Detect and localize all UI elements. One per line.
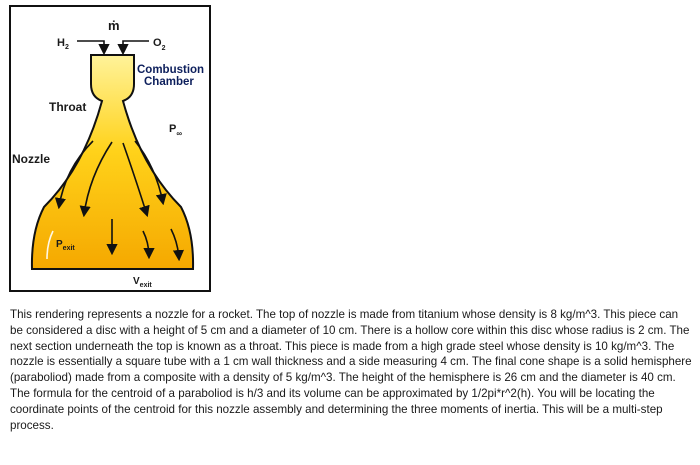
h2-feed-line (77, 41, 104, 53)
throat-label: Throat (49, 100, 87, 114)
mass-flow-label: ṁ (108, 18, 120, 33)
p-infinity-label: $P_\infty$ (169, 123, 183, 138)
p-exit-label: $P_{exit}$ (56, 239, 75, 252)
o2-feed-line (123, 41, 149, 53)
nozzle-diagram-svg (11, 7, 209, 290)
problem-description: This rendering represents a nozzle for a rocket. The top of nozzle is made from titanium whose density is 8 kg/m^3. This piece can be considered a disc with a height of 5 cm and a diameter of 10 cm. There is a hollow core within this disc whose radius is 2 cm. The next section underneath the top is known as a throat. This piece is made from a high grade steel whose density is 10 kg/m^3. The nozzle is essentially a square tube with a 1 cm wall thickness and a side measuring 4 cm. The final cone shape is a solid hemisphere (paraboliod) made from a composite with a density of 5 kg/m^3. The height of the hemisphere is 26 cm and the diameter is 40 cm. The formula for the centroid of a paraboliod is h/3 and its volume can be approximated by 1/2pi*r^2(h). You will be locating the coordinate points of the centroid for this nozzle assembly and determining the three moments of inertia. This will be a multi-step process. (10, 308, 692, 432)
nozzle-diagram (9, 5, 211, 292)
v-exit-label: $V_{exit}$ (133, 276, 152, 289)
h2-label: $H_2$ (57, 37, 69, 51)
nozzle-label: Nozzle (12, 152, 51, 166)
combustion-label-line1: Combustion (137, 64, 205, 76)
o2-label: $O_2$ (153, 37, 166, 52)
combustion-label-line2: Chamber (144, 76, 194, 88)
